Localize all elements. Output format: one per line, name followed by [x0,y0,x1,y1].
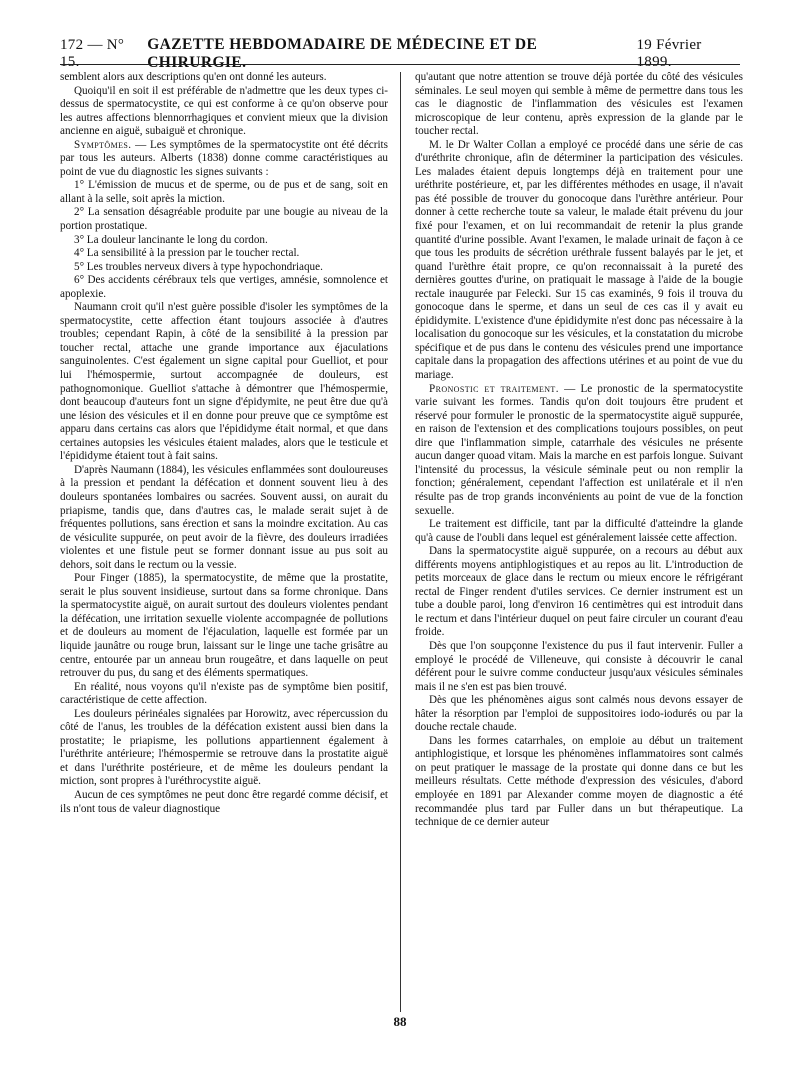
list-item: 2° La sensation désagréable produite par une bougie au niveau de la portion prostatique. [60,206,388,233]
left-column [60,71,388,816]
running-header [60,36,740,71]
header-page-number: 172 — N° 15. [60,37,125,70]
paragraph: M. le Dr Walter Collan a employé ce procédé dans une série de cas d'uréthrite chronique, afin de déterminer la participation des vésicules. Les malades étaient depuis longtemps déjà en traitement pour une uréthrite postérieure, et, par les différentes méthodes en usage, il n'avait pas été possible de trouver du gonocoque dans l'urèthre antérieur. Pour donner à cette recherche toute sa valeur, le malade était prévenu du jour fixé pour l'examen, et on lui recommandait de retenir la plus grande quantité d'urine possible. Avant l'examen, le malade urinait de façon à ce que tous les produits de sécrétion uréthrale fussent balayés par le jet, et quand l'urèthre était propre, ce qu'on reconnaissait à la pureté des dernières gouttes d'urine, on pratiquait le massage à l'aide de la bougie rectale inaugurée par Felecki. Sur 15 cas examinés, 9 fois il trouva du gonocoque dans le sperme, et dans un seul de ces cas il y avait eu épididymite. L'existence d'une épididymite n'est donc pas nécessaire à la localisation du gonocoque sur les vésicules, et la constatation du microbe spécifique et de pus dans le contenu des vésicules prend une importance capitale dans la propagation des affections utérines et au point de vue du mariage. [415,138,743,382]
paragraph: Pour Finger (1885), la spermatocystite, de même que la prostatite, serait le plus souvent insidieuse, surtout dans sa forme chronique. Dans la spermatocystite aiguë, on aurait surtout des douleurs violentes pendant la défécation, une irritation sexuelle violente accompagnée de pollutions et de douleurs au moment de l'éjaculation, laquelle est formée par un liquide jaunâtre ou rouge brun, laissant sur le linge une tache grisâtre au centre, entourée par un anneau brun rougeâtre, et dans laquelle on peut retrouver du pus, du sang et des éléments spermatiques. [60,572,388,680]
paragraph-text: — Les symptômes de la spermatocystite ont été décrits par tous les auteurs. Alberts (1838) donne comme caractéristiques au point de vue du diagnostic les signes suivants : [60,138,388,178]
list-item: 3° La douleur lancinante le long du cordon. [74,233,268,246]
paragraph: Naumann croit qu'il n'est guère possible d'isoler les symptômes de la spermatocystite, cette affection étant toujours associée à d'autres troubles; cependant Rapin, à côté de la sensibilité à la pression par toucher rectal, attache une grande importance aux éjaculations sanguinolentes. C'est également un signe capital pour Guelliot, et pour lui l'hémospermie, surtout accompagnée de douleurs, est pathognomonique. Guelliot s'attache à démontrer que l'hémospermie, dont beaucoup d'auteurs font un signe d'épidymite, ne peut être due qu'à une lésion des vésicules et il en donne pour preuve que ce symptôme est apparu dans certains cas alors que l'épididyme était normal, et que dans certaines autopsies les vésicules étaient malades, alors que le testicule et l'épididyme étaient tout à fait sains. [60,301,388,463]
paragraph: Aucun de ces symptômes ne peut donc être regardé comme décisif, et ils n'ont tous de valeur diagnostique [60,788,388,815]
paragraph: D'après Naumann (1884), les vésicules enflammées sont douloureuses à la pression et pendant la défécation et donnent souvent lieu à des douleurs spontanées lombaires ou sacrées. Souvent aussi, on aurait du priapisme, tandis que, dans d'autres cas, le malade serait sujet à de fréquentes pollutions, sans érection et sans la moindre excitation. Au cas de vésiculite suppurée, on peut avoir de la fièvre, des douleurs irradiées violentes et une fistule peut se former donnant issue au pus soit au dehors, soit dans le rectum ou la vessie. [60,463,388,571]
list-item: 1° L'émission de mucus et de sperme, ou de pus et de sang, soit en allant à la selle, soit après la miction. [60,179,388,205]
list-item: 4° La sensibilité à la pression par le toucher rectal. [74,247,300,260]
paragraph-text: — Le pronostic de la spermatocystite varie suivant les formes. Tandis qu'on doit toujours être prudent et réservé pour formuler le pronostic de la spermatocystite aiguë suppurée, en raison de l'extension et des complications toujours possibles, on peut dire que l'inflammation simple, catarrhale des vésicules ne présente aucun danger quoad vitam. Mais la marche en est parfois longue. Suivant l'intensité du processus, la vésicule séminale peut ou non remplir la fonction; généralement, cependant l'affection est unilatérale et il n'en résulte pas de trop grands inconvénients au point de vue de la fonction sexuelle. [415,382,743,517]
list-item: 5° Les troubles nerveux divers à type hypochondriaque. [74,260,323,273]
header-journal-title: GAZETTE HEBDOMADAIRE DE MÉDECINE ET DE CHIRURGIE. [147,36,538,71]
column-divider [400,72,401,1012]
paragraph: Quoiqu'il en soit il est préférable de n'admettre que les deux types ci-dessus de spermatocystite, ce qui est conforme à ce qu'on observe pour les autres affections blennorrhagiques et convient mieux que la division ancienne en aiguë, subaiguë et chronique. [60,84,388,138]
paragraph-pronostic [415,383,743,518]
folio-page-number: 88 [393,1014,407,1029]
right-column [415,71,743,830]
paragraph-symptomes [60,139,388,180]
paragraph: En réalité, nous voyons qu'il n'existe pas de symptôme bien positif, caractéristique de cette affection. [60,680,388,707]
list-item: 6° Des accidents cérébraux tels que vertiges, amnésie, somnolence et apoplexie. [60,274,388,300]
paragraph: Dans la spermatocystite aiguë suppurée, on a recours au début aux différents moyens antiphlogistiques et au repos au lit. L'introduction de petits morceaux de glace dans le rectum ou mieux encore le réfrigérant rectal de Finger rendent d'utiles services. Ce dernier instrument est un tube a double paroi, long d'environ 16 centimètres qui est introduit dans le rectum et dans l'intérieur duquel on peut faire circuler un courant d'eau froide. [415,545,743,639]
paragraph: Dès que les phénomènes aigus sont calmés nous devons essayer de hâter la résorption par l'emploi de suppositoires iodo-iodurés ou par la douche rectale chaude. [415,694,743,734]
paragraph: Le traitement est difficile, tant par la difficulté d'atteindre la glande qu'à cause de l'oubli dans lequel est généralement laissée cette affection. [415,518,743,544]
header-date: 19 Février 1899. [636,37,702,70]
section-heading-pronostic: Pronostic et traitement. [429,382,559,395]
paragraph: qu'autant que notre attention se trouve déjà portée du côté des vésicules séminales. Le seul moyen qui semble à même de permettre dans tous les cas le diagnostic de l'inflammation des vésicules est l'examen microscopique de leur contenu, après expression de la glande par le toucher rectal. [415,71,743,138]
paragraph: Les douleurs périnéales signalées par Horowitz, avec répercussion du côté de l'anus, les troubles de la défécation existent aussi bien dans la prostatite; le priapisme, les pollutions appartiennent également à l'uréthrite antérieure; l'hémospermie se retrouve dans la prostatite aiguë et dans l'uréthrite postérieure, et de même les douleurs pendant la miction, sont propres à l'uréthrocystite aiguë. [60,707,388,788]
paragraph: semblent alors aux descriptions qu'en ont donné les auteurs. [60,71,327,83]
section-heading-symptomes: Symptômes. [74,138,132,151]
paragraph: Dès que l'on soupçonne l'existence du pus il faut intervenir. Fuller a employé le procédé de Villeneuve, qui consiste à découvrir le canal déférent pour le suivre comme conducteur jusqu'aux vésicules séminales mais il ne s'en est pas bien trouvé. [415,639,743,693]
header-rule [60,64,740,65]
paragraph: Dans les formes catarrhales, on emploie au début un traitement antiphlogistique, et lorsque les phénomènes inflammatoires sont calmés on peut pratiquer le massage de la prostate qui donne dans ce but les meilleurs résultats. Cette méthode d'expression des vésicules, d'abord employée en 1891 par Alexander comme moyen de diagnostic a été recommandée plus tard par Fuller dans un but thérapeutique. La technique de ce dernier auteur [415,734,743,829]
